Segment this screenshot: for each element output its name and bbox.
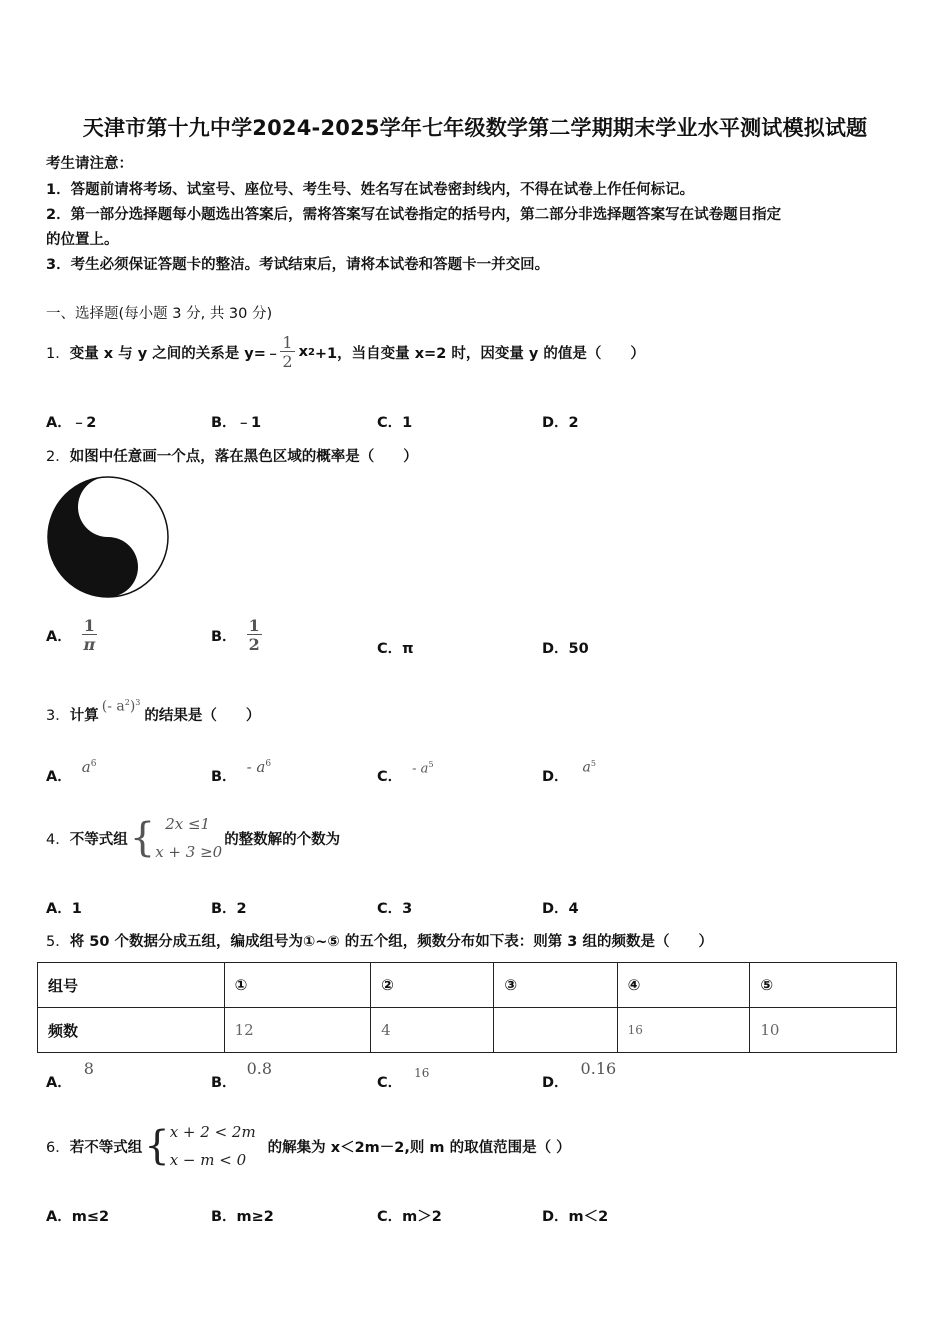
brace: { xyxy=(144,1123,170,1169)
exponent: 6 xyxy=(90,759,97,769)
question-number: 6． xyxy=(46,1139,70,1156)
option-d[interactable]: D．m＜2 xyxy=(542,1209,609,1225)
math-expression xyxy=(82,758,97,776)
option-label: B． xyxy=(211,769,237,785)
table-cell: 组号 xyxy=(38,963,225,1008)
inequality-line: x − m < 0 xyxy=(169,1151,247,1169)
fraction xyxy=(280,332,294,371)
fraction-denominator: 2 xyxy=(282,351,293,371)
table-row xyxy=(38,1008,897,1053)
option-label: A． xyxy=(46,1075,72,1091)
question-text: 若不等式组 xyxy=(69,1139,143,1156)
option-label: A． xyxy=(46,628,72,645)
math-expression xyxy=(412,760,433,776)
question-text: 的整数解的个数为 xyxy=(224,831,341,848)
option-value: 0.8 xyxy=(246,1059,273,1078)
exponent: 5 xyxy=(590,759,596,769)
exponent: 3 xyxy=(135,697,141,707)
option-b[interactable] xyxy=(211,1060,272,1092)
exponent: 2 xyxy=(307,346,315,358)
notice-item: 3．考生必须保证答题卡的整洁。考试结束后，请将本试卷和答题卡一并交回。 xyxy=(46,257,550,273)
table-cell: ② xyxy=(371,963,494,1008)
option-d[interactable] xyxy=(542,756,596,786)
question-2 xyxy=(46,445,418,466)
table-cell: ③ xyxy=(494,963,617,1008)
yin-yang-figure xyxy=(46,475,170,599)
fraction-numerator: 1 xyxy=(248,615,260,635)
expression-close: ) xyxy=(129,698,136,715)
option-c[interactable]: C．π xyxy=(377,641,414,657)
math-expression xyxy=(583,759,596,776)
option-a[interactable] xyxy=(46,610,97,660)
exponent: 2 xyxy=(124,697,130,707)
exponent: 6 xyxy=(265,759,272,769)
table-cell: 频数 xyxy=(38,1008,225,1053)
question-number: 2． xyxy=(46,449,70,465)
variable: x xyxy=(298,344,308,360)
option-a[interactable]: A．m≤2 xyxy=(46,1209,110,1225)
question-text: 不等式组 xyxy=(69,831,128,848)
table-cell: 10 xyxy=(750,1008,897,1053)
option-b[interactable] xyxy=(211,610,262,660)
fraction xyxy=(82,615,97,654)
question-text: 计算 xyxy=(69,707,99,724)
inequality-line: 2x ≤1 xyxy=(165,815,211,833)
notice-heading: 考生请注意： xyxy=(46,156,133,172)
question-text: +1，当自变量 x=2 时，因变量 y 的值是（ ） xyxy=(314,345,645,362)
question-5 xyxy=(46,930,713,951)
option-a[interactable]: A．﹣2 xyxy=(46,415,97,431)
option-a[interactable] xyxy=(46,756,96,786)
option-c[interactable]: C．3 xyxy=(377,901,413,917)
option-d[interactable]: D．4 xyxy=(542,901,579,917)
option-d[interactable] xyxy=(542,1060,616,1092)
fraction xyxy=(247,615,262,654)
math-expression xyxy=(102,698,141,715)
question-text: 的解集为 x＜2m－2,则 m 的取值范围是（ ） xyxy=(267,1139,571,1156)
notice-item: 1．答题前请将考场、试室号、座位号、考生号、姓名写在试卷密封线内，不得在试卷上作任何标记。 xyxy=(46,182,695,198)
expression-base: - a xyxy=(246,758,266,776)
notice-item: 2．第一部分选择题每小题选出答案后，需将答案写在试卷指定的括号内，第二部分非选择题答案写在试卷题目指定 xyxy=(46,207,782,223)
expression-base: a xyxy=(81,758,91,776)
option-value: 8 xyxy=(83,1059,94,1078)
question-text: 变量 x 与 y 之间的关系是 y=﹣ xyxy=(69,345,281,362)
option-d[interactable]: D．50 xyxy=(542,641,589,657)
fraction-numerator: 1 xyxy=(83,615,95,635)
question-number: 3． xyxy=(46,707,70,724)
brace: { xyxy=(129,815,156,861)
option-a[interactable]: A．1 xyxy=(46,901,82,917)
option-value: 0.16 xyxy=(580,1059,617,1078)
question-number: 5． xyxy=(46,934,70,950)
question-6 xyxy=(46,1116,571,1176)
inequality-system xyxy=(155,810,222,866)
frequency-table xyxy=(37,962,897,1053)
option-b[interactable]: B．﹣1 xyxy=(211,415,262,431)
table-cell: ⑤ xyxy=(750,963,897,1008)
math-expression xyxy=(247,758,272,776)
option-label: B． xyxy=(211,628,237,645)
table-cell: ① xyxy=(224,963,371,1008)
option-label: B． xyxy=(211,1075,237,1091)
table-row xyxy=(38,963,897,1008)
inequality-system xyxy=(170,1118,256,1174)
option-c[interactable]: C．m＞2 xyxy=(377,1209,442,1225)
question-4 xyxy=(46,810,340,866)
option-b[interactable] xyxy=(211,756,271,786)
option-label: D． xyxy=(542,1075,569,1091)
question-number: 1． xyxy=(46,345,70,362)
table-cell: 12 xyxy=(224,1008,371,1053)
option-label: C． xyxy=(377,769,403,785)
question-number: 4． xyxy=(46,831,70,848)
question-3 xyxy=(46,696,260,732)
option-label: A． xyxy=(46,769,72,785)
inequality-line: x + 3 ≥0 xyxy=(155,843,223,861)
option-label: C． xyxy=(377,1075,403,1091)
question-text: 的结果是（ ） xyxy=(144,707,261,724)
option-d[interactable]: D．2 xyxy=(542,415,579,431)
option-value: 16 xyxy=(414,1066,430,1080)
expression-base: - a xyxy=(412,761,429,776)
option-c[interactable]: C．1 xyxy=(377,415,413,431)
table-cell xyxy=(494,1008,617,1053)
page-title: 天津市第十九中学2024-2025学年七年级数学第二学期期末学业水平测试模拟试题 xyxy=(82,116,868,140)
fraction-denominator: π xyxy=(83,634,96,654)
option-b[interactable]: B．m≥2 xyxy=(211,1209,274,1225)
notice-item: 的位置上。 xyxy=(46,232,119,248)
table-cell: 4 xyxy=(371,1008,494,1053)
expression-base: a xyxy=(582,760,591,776)
exponent: 5 xyxy=(428,759,434,769)
option-c[interactable] xyxy=(377,756,434,786)
expression-base: (- a xyxy=(101,698,125,715)
fraction-numerator: 1 xyxy=(282,332,293,352)
section-heading: 一、选择题(每小题 3 分, 共 30 分) xyxy=(46,306,273,322)
question-text: 如图中任意画一个点，落在黑色区域的概率是（ ） xyxy=(69,449,418,465)
option-b[interactable]: B．2 xyxy=(211,901,247,917)
inequality-line: x + 2 < 2m xyxy=(169,1123,256,1141)
question-text: 将 50 个数据分成五组，编成组号为①~⑤ 的五个组，频数分布如下表：则第 3 组的频数是（ ） xyxy=(69,934,713,950)
table-cell: 16 xyxy=(617,1008,750,1053)
table-cell: ④ xyxy=(617,963,750,1008)
fraction-denominator: 2 xyxy=(248,634,260,654)
option-a[interactable] xyxy=(46,1060,94,1092)
option-c[interactable] xyxy=(377,1060,429,1092)
option-label: D． xyxy=(542,769,569,785)
question-1 xyxy=(46,327,645,377)
